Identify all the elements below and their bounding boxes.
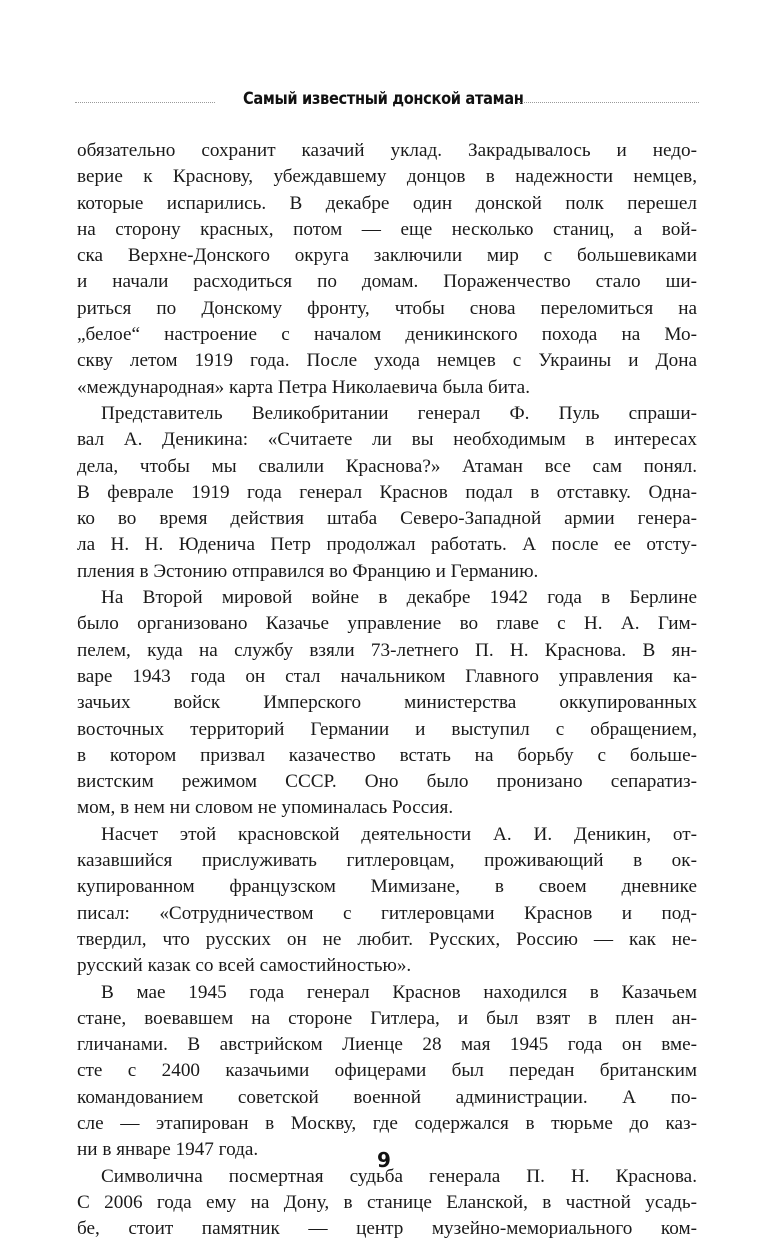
running-head-title: Самый известный донской атаман	[242, 89, 524, 109]
paragraph-first-line: Символична посмертная судьба генерала П. Н. Краснова.	[101, 1165, 697, 1187]
text-line: риться по Донскому фронту, чтобы снова переломиться на	[77, 297, 697, 319]
text-line: ска Верхне-Донского округа заключили мир с большевиками	[77, 245, 697, 267]
text-line: купированном французском Мимизане, в своем дневнике	[77, 876, 697, 898]
running-head	[75, 89, 699, 115]
text-line: и начали расходиться по домам. Пораженчество стало ши-	[77, 271, 697, 293]
text-line: В феврале 1919 года генерал Краснов подал в отставку. Одна-	[77, 481, 697, 503]
text-line: казавшийся прислуживать гитлеровцам, проживающий в ок-	[77, 850, 697, 872]
text-line: восточных территорий Германии и выступил с обращением,	[77, 718, 697, 740]
text-line: бе, стоит памятник — центр музейно-мемориального ком-	[77, 1218, 697, 1240]
text-line: сле — этапирован в Москву, где содержался в тюрьме до каз-	[77, 1112, 697, 1134]
text-line: твердил, что русских он не любит. Русских, Россию — как не-	[77, 928, 697, 950]
body-text	[77, 138, 697, 1242]
text-line: верие к Краснову, убеждавшему донцов в надежности немцев,	[77, 166, 697, 188]
text-line: обязательно сохранит казачий уклад. Закрадывалось и недо-	[77, 140, 697, 161]
text-line: вистским режимом СССР. Оно было пронизано сепаратиз-	[77, 771, 697, 793]
text-line: в котором призвал казачество встать на борьбу с больше-	[77, 744, 697, 766]
text-line: варе 1943 года он стал начальником Главного управления ка-	[77, 665, 697, 687]
text-line: ко во время действия штаба Северо-Западной армии генера-	[77, 508, 697, 530]
text-line: было организовано Казачье управление во главе с Н. А. Гим-	[77, 613, 697, 635]
page-number: 9	[377, 1148, 391, 1172]
text-line: С 2006 года ему на Дону, в станице Еланской, в частной усадь-	[77, 1191, 697, 1213]
text-line: зачьих войск Имперского министерства оккупированных	[77, 692, 697, 714]
text-line: вал А. Деникина: «Считаете ли вы необходимым в интересах	[77, 429, 697, 451]
text-line: «международная» карта Петра Николаевича была бита.	[77, 376, 530, 398]
text-line: пелем, куда на службу взяли 73-летнего П. Н. Краснова. В ян-	[77, 639, 697, 661]
paragraph-first-line: Представитель Великобритании генерал Ф. Пуль спраши-	[101, 402, 697, 424]
text-line: „белое“ настроение с началом деникинского похода на Мо-	[77, 324, 697, 346]
text-line: дела, чтобы мы свалили Краснова?» Атаман все сам понял.	[77, 455, 697, 477]
paragraph-first-line: В мае 1945 года генерал Краснов находился в Казачьем	[101, 981, 697, 1003]
text-line: скву летом 1919 года. После ухода немцев с Украины и Дона	[77, 350, 697, 372]
text-line: на сторону красных, потом — еще несколько станиц, а вой-	[77, 218, 697, 240]
text-line: гличанами. В австрийском Лиенце 28 мая 1945 года он вме-	[77, 1034, 697, 1056]
text-line: ла Н. Н. Юденича Петр продолжал работать. А после ее отсту-	[77, 534, 697, 556]
text-line: писал: «Сотрудничеством с гитлеровцами Краснов и под-	[77, 902, 697, 924]
text-line: пления в Эстонию отправился во Францию и Германию.	[77, 560, 539, 582]
paragraph-first-line: Насчет этой красновской деятельности А. И. Деникин, от-	[101, 823, 697, 845]
text-line: командованием советской военной администрации. А по-	[77, 1086, 697, 1108]
text-line: сте с 2400 казачьими офицерами был передан британским	[77, 1060, 697, 1082]
text-line: ни в январе 1947 года.	[77, 1139, 259, 1161]
text-line: русский казак со всей самостийностью».	[77, 955, 412, 977]
running-head-rule-left	[75, 102, 215, 103]
paragraph-first-line: На Второй мировой войне в декабре 1942 года в Берлине	[101, 587, 697, 609]
running-head-rule-right	[519, 102, 699, 103]
text-line: мом, в нем ни словом не упоминалась Россия.	[77, 797, 454, 819]
text-line: которые испарились. В декабре один донской полк перешел	[77, 192, 697, 214]
text-line: стане, воевавшем на стороне Гитлера, и был взят в плен ан-	[77, 1007, 697, 1029]
